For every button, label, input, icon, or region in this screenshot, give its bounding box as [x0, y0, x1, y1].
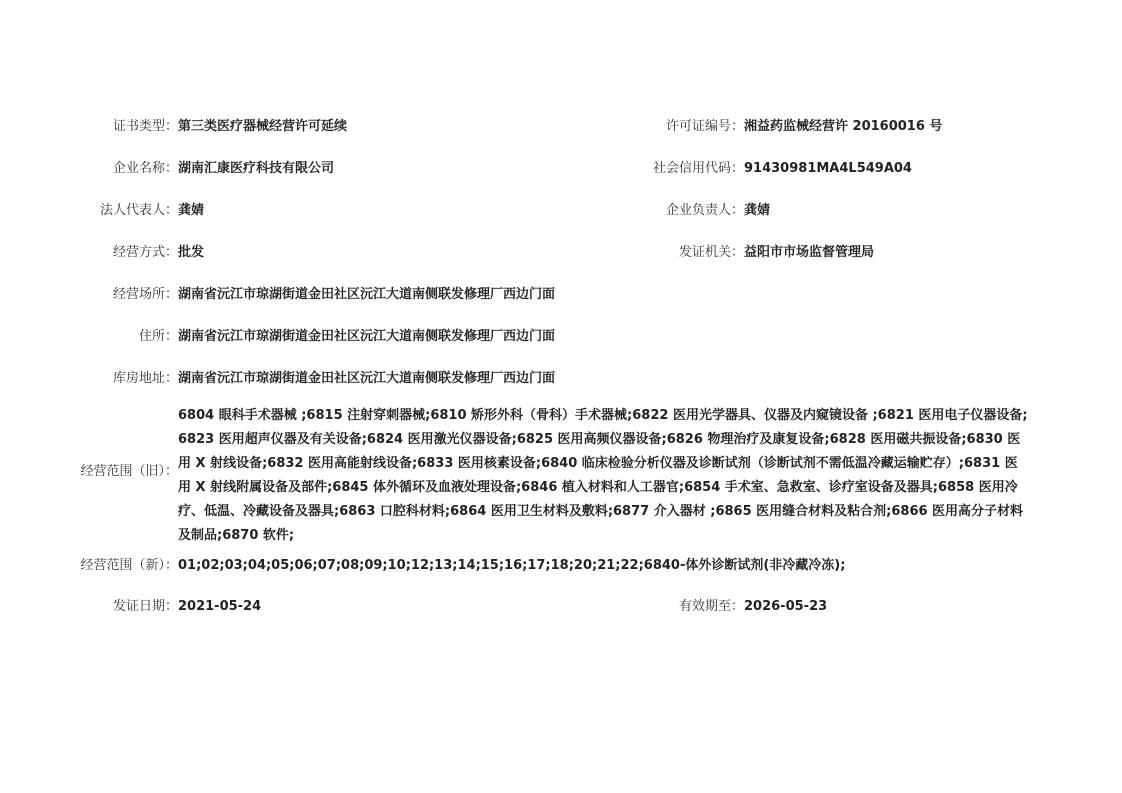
company-name-label: 企业名称：: [112, 161, 178, 176]
issuer-label: 发证机关：: [678, 245, 744, 260]
warehouse-label: 库房地址：: [112, 371, 178, 386]
credit-code-label: 社会信用代码：: [652, 161, 744, 176]
scope-new-value: 01;02;03;04;05;06;07;08;09;10;12;13;14;15;16;17;18;20;21;22;6840-体外诊断试剂(非冷藏冷冻);: [178, 558, 846, 573]
residence-label: 住所：: [138, 329, 178, 344]
business-mode-label: 经营方式：: [112, 245, 178, 260]
valid-until-label: 有效期至：: [678, 599, 744, 614]
issuer-value: 益阳市市场监督管理局: [744, 245, 875, 260]
company-name-value: 湖南汇康医疗科技有限公司: [178, 161, 335, 176]
company-head-label: 企业负责人：: [665, 203, 744, 218]
residence-value: 湖南省沅江市琼湖街道金田社区沅江大道南侧联发修理厂西边门面: [178, 329, 556, 344]
license-no-value: 湘益药监械经营许 20160016 号: [744, 119, 943, 134]
warehouse-value: 湖南省沅江市琼湖街道金田社区沅江大道南侧联发修理厂西边门面: [178, 371, 556, 386]
license-no-label: 许可证编号：: [665, 119, 744, 134]
issue-date-label: 发证日期：: [112, 599, 178, 614]
business-mode-value: 批发: [178, 245, 205, 260]
legal-rep-label: 法人代表人：: [99, 203, 178, 218]
scope-old-value: 6804 眼科手术器械 ;6815 注射穿刺器械;6810 矫形外科（骨科）手术器械;6822 医用光学器具、仪器及内窥镜设备 ;6821 医用电子仪器设备;6823 医用超声仪器及有关设备;6824 医用激光仪器设备;6825 医用高频仪器设备;6826 物理治疗及康复设备;6828 医用磁共振设备;6830 医用 X 射线设备;6832 医用高能射线设备;6833 医用核素设备;6840 临床检验分析仪器及诊断试剂（诊断试剂不需低温冷藏运输贮存）;6831 医用 X 射线附属设备及部件;6845 体外循环及血液处理设备;6846 植入材料和人工器官;6854 手术室、急救室、诊疗室设备及器具;6858 医用冷疗、低温、冷藏设备及器具;6863 口腔科材料;6864 医用卫生材料及敷料;6877 介入器材 ;6865 医用缝合材料及粘合剂;6866 医用高分子材料及制品;6870 软件;: [178, 408, 1028, 543]
cert-type-value: 第三类医疗器械经营许可延续: [178, 119, 348, 134]
credit-code-value: 91430981MA4L549A04: [744, 161, 912, 176]
company-head-value: 龚婧: [744, 203, 771, 218]
business-site-value: 湖南省沅江市琼湖街道金田社区沅江大道南侧联发修理厂西边门面: [178, 287, 556, 302]
valid-until-value: 2026-05-23: [744, 599, 828, 614]
scope-new-label: 经营范围（新）：: [80, 558, 178, 573]
issue-date-value: 2021-05-24: [178, 599, 262, 614]
scope-old-label: 经营范围（旧）：: [80, 464, 178, 479]
cert-type-label: 证书类型：: [112, 119, 178, 134]
business-site-label: 经营场所：: [112, 287, 178, 302]
legal-rep-value: 龚婧: [178, 203, 205, 218]
